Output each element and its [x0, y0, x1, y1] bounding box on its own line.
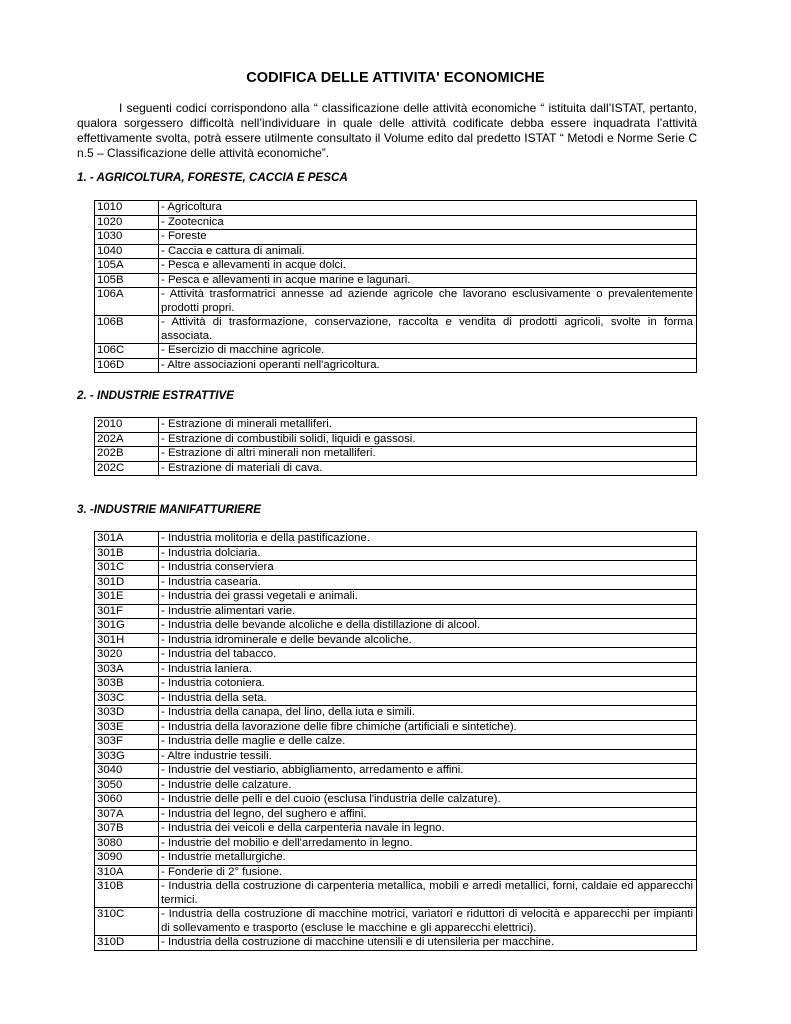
activity-code: 105B — [95, 273, 159, 288]
activity-code: 202B — [95, 447, 159, 462]
activity-code: 105A — [95, 259, 159, 274]
table-row — [95, 575, 697, 590]
activity-code: 106B — [95, 316, 159, 344]
activity-code: 303G — [95, 749, 159, 764]
activity-description: - Industria delle bevande alcoliche e della distillazione di alcool. — [159, 619, 697, 634]
table-row — [95, 344, 697, 359]
activity-code: 106D — [95, 358, 159, 373]
activity-description: - Industria cotoniera. — [159, 677, 697, 692]
activity-code: 303D — [95, 706, 159, 721]
activity-code: 303C — [95, 691, 159, 706]
intro-paragraph — [77, 101, 697, 161]
section-title-manifatturiere: 3. -INDUSTRIE MANIFATTURIERE — [77, 503, 261, 516]
table-row — [95, 807, 697, 822]
activity-code: 303E — [95, 720, 159, 735]
activity-description: - Industria del tabacco. — [159, 648, 697, 663]
activity-description: - Altre associazioni operanti nell'agricoltura. — [159, 358, 697, 373]
activity-description: - Pesca e allevamenti in acque dolci. — [159, 259, 697, 274]
activity-description: - Altre industrie tessili. — [159, 749, 697, 764]
table-row — [95, 590, 697, 605]
activity-code: 3060 — [95, 793, 159, 808]
activity-code: 301F — [95, 604, 159, 619]
activity-description: - Esercizio di macchine agricole. — [159, 344, 697, 359]
table-row — [95, 259, 697, 274]
table-row — [95, 749, 697, 764]
activity-code: 2010 — [95, 418, 159, 433]
activity-code: 301A — [95, 532, 159, 547]
intro-text: I seguenti codici corrispondono alla “ classificazione delle attività economiche “ istituita dall’ISTAT, pertanto, qualora sorgessero difficoltà nell’individuare in quale delle attività codificate debba essere inquadrata l’attività effettivamente svolta, potrà essere utilmente consultato il Volume edito dal predetto ISTAT “ Metodi e Norme Serie C n.5 – Classificazione delle attività economiche”. — [77, 101, 697, 160]
activity-code: 303A — [95, 662, 159, 677]
activity-description: - Industria della lavorazione delle fibre chimiche (artificiali e sintetiche). — [159, 720, 697, 735]
activity-description: - Industrie delle calzature. — [159, 778, 697, 793]
activity-code: 3080 — [95, 836, 159, 851]
table-row — [95, 822, 697, 837]
activity-description: - Estrazione di minerali metalliferi. — [159, 418, 697, 433]
table-row — [95, 215, 697, 230]
activity-code: 106C — [95, 344, 159, 359]
table-row — [95, 447, 697, 462]
table-row — [95, 880, 697, 908]
activity-code: 301B — [95, 546, 159, 561]
codes-table-manifatturiere — [94, 531, 697, 951]
table-row — [95, 836, 697, 851]
table-row — [95, 230, 697, 245]
activity-description: - Attività di trasformazione, conservazione, raccolta e vendita di prodotti agricoli, svolte in forma associata. — [159, 316, 697, 344]
activity-code: 1040 — [95, 244, 159, 259]
activity-code: 310B — [95, 880, 159, 908]
table-row — [95, 432, 697, 447]
activity-description: - Agricoltura — [159, 201, 697, 216]
activity-description: - Pesca e allevamenti in acque marine e lagunari. — [159, 273, 697, 288]
page-title: CODIFICA DELLE ATTIVITA' ECONOMICHE — [246, 70, 545, 86]
table-row — [95, 851, 697, 866]
activity-code: 310C — [95, 908, 159, 936]
codes-table-agricoltura — [94, 200, 697, 373]
activity-code: 202A — [95, 432, 159, 447]
table-row — [95, 619, 697, 634]
activity-description: - Industria della canapa, del lino, della iuta e simili. — [159, 706, 697, 721]
activity-description: - Zootecnica — [159, 215, 697, 230]
table-row — [95, 865, 697, 880]
table-row — [95, 764, 697, 779]
activity-code: 303F — [95, 735, 159, 750]
activity-code: 301G — [95, 619, 159, 634]
table-row — [95, 691, 697, 706]
activity-code: 3020 — [95, 648, 159, 663]
section-title-agricoltura: 1. - AGRICOLTURA, FORESTE, CACCIA E PESCA — [77, 171, 348, 184]
table-row — [95, 358, 697, 373]
codes-table-estrattive — [94, 417, 697, 476]
activity-code: 3050 — [95, 778, 159, 793]
activity-code: 106A — [95, 288, 159, 316]
activity-code: 303B — [95, 677, 159, 692]
activity-description: - Industria delle maglie e delle calze. — [159, 735, 697, 750]
table-row — [95, 633, 697, 648]
table-row — [95, 793, 697, 808]
table-row — [95, 461, 697, 476]
section-title-estrattive: 2. - INDUSTRIE ESTRATTIVE — [77, 389, 234, 402]
activity-description: - Industrie del vestiario, abbigliamento, arredamento e affini. — [159, 764, 697, 779]
table-row — [95, 720, 697, 735]
activity-description: - Industria dei veicoli e della carpenteria navale in legno. — [159, 822, 697, 837]
activity-description: - Industria molitoria e della pastificazione. — [159, 532, 697, 547]
activity-code: 1020 — [95, 215, 159, 230]
activity-code: 301H — [95, 633, 159, 648]
table-row — [95, 648, 697, 663]
activity-description: - Industrie metallurgiche. — [159, 851, 697, 866]
activity-description: - Industria idrominerale e delle bevande alcoliche. — [159, 633, 697, 648]
activity-description: - Industria dei grassi vegetali e animali. — [159, 590, 697, 605]
activity-description: - Estrazione di materiali di cava. — [159, 461, 697, 476]
table-row — [95, 677, 697, 692]
activity-code: 301E — [95, 590, 159, 605]
activity-code: 310D — [95, 936, 159, 951]
table-row — [95, 706, 697, 721]
table-row — [95, 288, 697, 316]
table-row — [95, 936, 697, 951]
activity-code: 1010 — [95, 201, 159, 216]
table-row — [95, 418, 697, 433]
activity-code: 3090 — [95, 851, 159, 866]
table-row — [95, 201, 697, 216]
activity-code: 301C — [95, 561, 159, 576]
table-row — [95, 532, 697, 547]
activity-description: - Estrazione di combustibili solidi, liquidi e gassosi. — [159, 432, 697, 447]
activity-code: 301D — [95, 575, 159, 590]
activity-code: 1030 — [95, 230, 159, 245]
table-row — [95, 316, 697, 344]
activity-description: - Industria della seta. — [159, 691, 697, 706]
activity-description: - Estrazione di altri minerali non metalliferi. — [159, 447, 697, 462]
table-row — [95, 735, 697, 750]
activity-description: - Industria laniera. — [159, 662, 697, 677]
table-row — [95, 604, 697, 619]
table-row — [95, 561, 697, 576]
table-row — [95, 244, 697, 259]
activity-description: - Industria del legno, del sughero e affini. — [159, 807, 697, 822]
activity-description: - Industrie alimentari varie. — [159, 604, 697, 619]
table-row — [95, 778, 697, 793]
table-row — [95, 273, 697, 288]
activity-code: 3040 — [95, 764, 159, 779]
activity-code: 307A — [95, 807, 159, 822]
activity-description: - Industrie delle pelli e del cuoio (esclusa l'industria delle calzature). — [159, 793, 697, 808]
activity-description: - Industria della costruzione di macchine utensili e di utensileria per macchine. — [159, 936, 697, 951]
activity-description: - Caccia e cattura di animali. — [159, 244, 697, 259]
table-row — [95, 662, 697, 677]
activity-description: - Industria della costruzione di carpenteria metallica, mobili e arredi metallici, forni, caldaie ed apparecchi termici. — [159, 880, 697, 908]
table-row — [95, 546, 697, 561]
activity-description: - Foreste — [159, 230, 697, 245]
activity-description: - Industria della costruzione di macchine motrici, variatori e riduttori di velocità e apparecchi per impianti di sollevamento e trasporto (escluse le macchine e gli apparecchi elettrici). — [159, 908, 697, 936]
activity-description: - Industria conserviera — [159, 561, 697, 576]
activity-code: 307B — [95, 822, 159, 837]
activity-description: - Fonderie di 2° fusione. — [159, 865, 697, 880]
activity-description: - Industrie del mobilio e dell'arredamento in legno. — [159, 836, 697, 851]
activity-code: 202C — [95, 461, 159, 476]
table-row — [95, 908, 697, 936]
activity-description: - Industria casearia. — [159, 575, 697, 590]
activity-description: - Industria dolciaria. — [159, 546, 697, 561]
activity-description: - Attività trasformatrici annesse ad aziende agricole che lavorano esclusivamente o prevalentemente prodotti propri. — [159, 288, 697, 316]
activity-code: 310A — [95, 865, 159, 880]
